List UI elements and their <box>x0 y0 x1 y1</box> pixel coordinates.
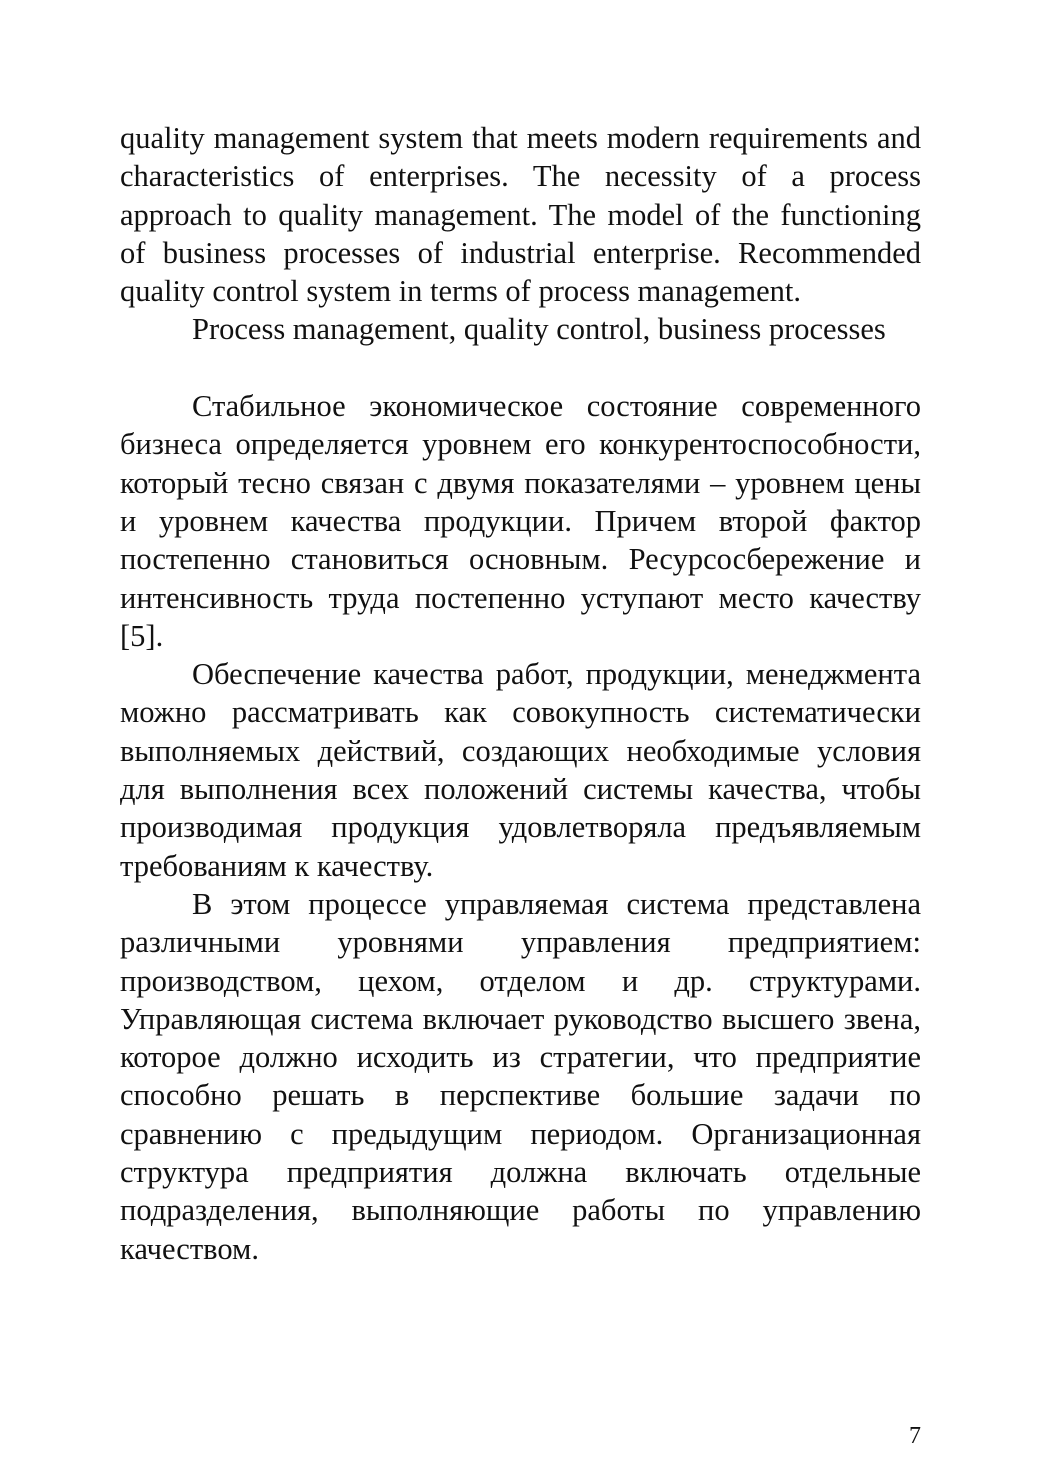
body-paragraph-2: Обеспечение качества работ, продукции, менеджмента можно рассматривать как совокупность систематически выполняемых действий, создающих необходимые условия для выполнения всех положений системы качества, чтобы производимая продукция удовлетворяла предъявляемым требованиям к качеству. <box>120 657 921 883</box>
paragraph-spacer <box>120 349 921 387</box>
body-paragraph-3: В этом процессе управляемая система представлена различными уровнями управления предприятием: производством, цехом, отделом и др. структурами. Управляющая система включает руководство высшего звена, которое должно исходить из стратегии, что предприятие способно решать в перспективе большие задачи по сравнению с предыдущим периодом. Организационная структура предприятия должна включать отдельные подразделения, выполняющие работы по управлению качеством. <box>120 886 921 1266</box>
keywords-paragraph: Process management, quality control, business processes <box>192 312 886 347</box>
page-number: 7 <box>909 1423 921 1449</box>
body-paragraph-1: Стабильное экономическое состояние современного бизнеса определяется уровнем его конкурентоспособности, который тесно связан с двумя показателями – уровнем цены и уровнем качества продукции. Причем второй фактор постепенно становиться основным. Ресурсосбережение и интенсивность труда постепенно уступают место качеству [5]. <box>120 389 921 653</box>
text-column <box>120 119 921 1268</box>
abstract-paragraph: quality management system that meets modern requirements and characteristics of enterprises. The necessity of a process approach to quality management. The model of the functioning of business processes of industrial enterprise. Recommended quality control system in terms of process management. <box>120 121 921 309</box>
